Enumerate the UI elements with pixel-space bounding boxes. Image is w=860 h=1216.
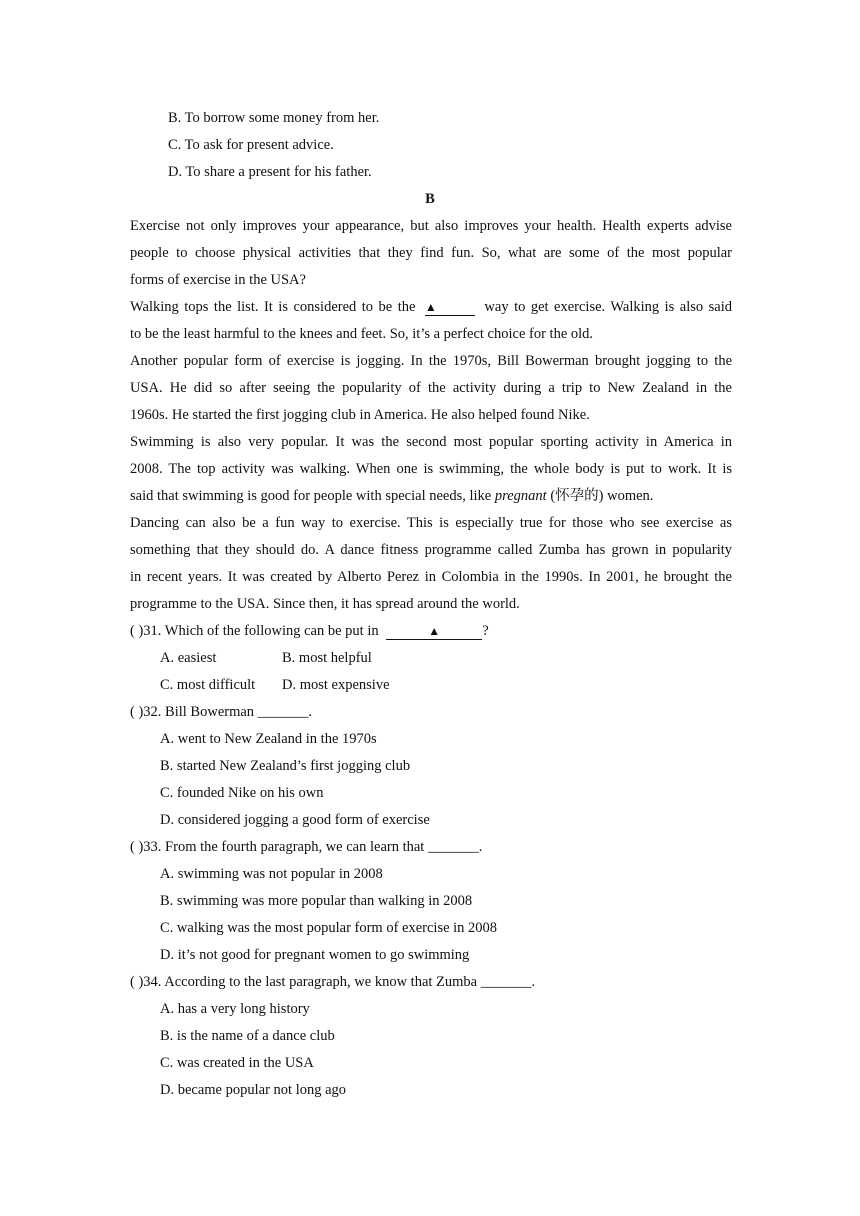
question-33 <box>130 838 482 856</box>
answer-blank <box>386 624 482 640</box>
question-34 <box>130 973 535 991</box>
paragraph-4-text: said that swimming is good for people with special needs, like <box>130 488 492 504</box>
paragraph-1-line-1: Exercise not only improves your appearance, but also improves your health. Health experts advise <box>130 218 732 234</box>
prev-option-b: B. To borrow some money from her. <box>168 110 380 126</box>
option-d: D. considered jogging a good form of exercise <box>160 812 430 828</box>
gloss-text: (怀孕的) women. <box>550 488 654 504</box>
paragraph-3-line-3: 1960s. He started the first jogging club in America. He also helped found Nike. <box>130 407 590 423</box>
prev-option-c: C. To ask for present advice. <box>168 137 334 153</box>
question-31-options-row-1 <box>160 649 372 667</box>
option-c: C. most difficult <box>160 677 256 693</box>
question-stem: 31. Which of the following can be put in <box>143 623 379 639</box>
question-stem: 33. From the fourth paragraph, we can learn that _______. <box>143 839 483 855</box>
paragraph-3-line-1: Another popular form of exercise is jogging. In the 1970s, Bill Bowerman brought jogging to the <box>130 353 732 369</box>
option-d: D. it’s not good for pregnant women to go swimming <box>160 947 470 963</box>
option-a: A. swimming was not popular in 2008 <box>160 866 383 882</box>
section-heading: B <box>425 191 435 207</box>
answer-paren: ( ) <box>130 623 144 639</box>
paragraph-2-text-before: Walking tops the list. It is considered to be the <box>130 299 416 315</box>
option-b: B. swimming was more popular than walking in 2008 <box>160 893 473 909</box>
answer-paren: ( ) <box>130 974 144 990</box>
option-a: A. has a very long history <box>160 1001 310 1017</box>
option-c: C. founded Nike on his own <box>160 785 324 801</box>
option-c: C. was created in the USA <box>160 1055 314 1071</box>
answer-blank <box>425 300 475 316</box>
paragraph-4-line-3 <box>130 487 653 505</box>
paragraph-2-line-1 <box>130 298 732 316</box>
italic-term: pregnant <box>494 488 547 504</box>
paragraph-2-line-2: to be the least harmful to the knees and feet. So, it’s a perfect choice for the old. <box>130 326 594 342</box>
option-d: D. became popular not long ago <box>160 1082 347 1098</box>
question-31-options-row-2 <box>160 676 390 694</box>
question-stem: 32. Bill Bowerman _______. <box>143 704 313 720</box>
option-d: D. most expensive <box>282 677 390 693</box>
paragraph-4-line-1: Swimming is also very popular. It was the second most popular sporting activity in America in <box>130 434 732 450</box>
option-b: B. is the name of a dance club <box>160 1028 335 1044</box>
question-stem: 34. According to the last paragraph, we know that Zumba _______. <box>143 974 536 990</box>
option-a: A. went to New Zealand in the 1970s <box>160 731 377 747</box>
option-c: C. walking was the most popular form of exercise in 2008 <box>160 920 498 936</box>
paragraph-1-line-3: forms of exercise in the USA? <box>130 272 306 288</box>
question-32 <box>130 703 312 721</box>
option-a: A. easiest <box>160 650 217 666</box>
answer-paren: ( ) <box>130 704 144 720</box>
question-31 <box>130 622 489 640</box>
prev-option-d: D. To share a present for his father. <box>168 164 372 180</box>
paragraph-5-line-1: Dancing can also be a fun way to exercise. This is especially true for those who see exercise as <box>130 515 732 531</box>
option-b: B. started New Zealand’s first jogging club <box>160 758 411 774</box>
paragraph-4-line-2: 2008. The top activity was walking. When one is swimming, the whole body is put to work. It is <box>130 461 732 477</box>
paragraph-5-line-4: programme to the USA. Since then, it has spread around the world. <box>130 596 520 612</box>
paragraph-5-line-3: in recent years. It was created by Alberto Perez in Colombia in the 1990s. In 2001, he brought the <box>130 569 732 585</box>
paragraph-5-line-2: something that they should do. A dance fitness programme called Zumba has grown in popularity <box>130 542 732 558</box>
paragraph-1-line-2: people to choose physical activities that they find fun. So, what are some of the most popular <box>130 245 732 261</box>
paragraph-2-text-after: way to get exercise. Walking is also said <box>484 299 733 315</box>
paragraph-3-line-2: USA. He did so after seeing the popularity of the activity during a trip to New Zealand in the <box>130 380 732 396</box>
triangle-marker: ▲ <box>428 624 441 638</box>
answer-paren: ( ) <box>130 839 144 855</box>
option-b: B. most helpful <box>282 650 372 666</box>
question-end: ? <box>482 623 489 639</box>
triangle-marker: ▲ <box>424 300 437 314</box>
